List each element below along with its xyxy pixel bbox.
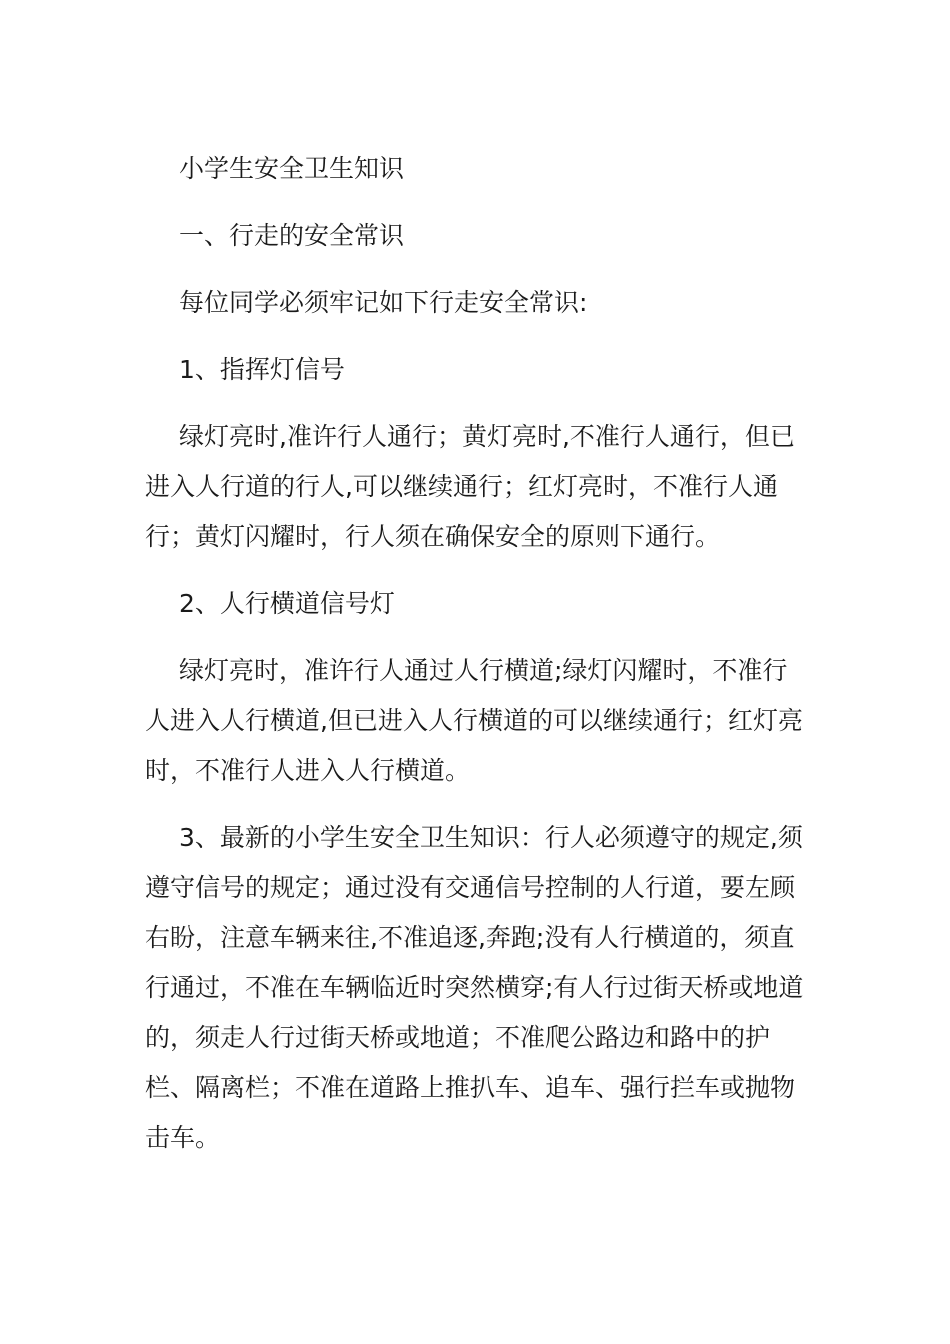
intro-paragraph: 每位同学必须牢记如下行走安全常识: — [179, 288, 588, 317]
subheading-crosswalk-light: 2、人行横道信号灯 — [179, 589, 395, 618]
subheading-signal-light: 1、指挥灯信号 — [179, 355, 345, 384]
spacer — [145, 796, 810, 813]
section-heading: 一、行走的安全常识 — [179, 221, 405, 250]
document-title: 小学生安全卫生知识 — [179, 154, 405, 183]
paragraph-pedestrian-rules: 3、最新的小学生安全卫生知识：行人必须遵守的规定,须遵守信号的规定；通过没有交通信号控制的人行道，要左顾右盼，注意车辆来往,不准追逐,奔跑;没有人行横道的，须直行通过，不准在车辆临近时突然横穿;有人行过街天桥或地道的，须走人行过街天桥或地道；不准爬公路边和路中的护栏、隔离栏；不准在道路上推扒车、追车、强行拦车或抛物击车。 — [145, 823, 804, 1152]
spacer — [145, 194, 810, 211]
spacer — [145, 562, 810, 579]
spacer — [145, 395, 810, 412]
paragraph-signal-light: 绿灯亮时,准许行人通行；黄灯亮时,不准行人通行，但已进入人行道的行人,可以继续通行；红灯亮时，不准行人通行；黄灯闪耀时，行人须在确保安全的原则下通行。 — [145, 422, 795, 551]
paragraph-crosswalk-light: 绿灯亮时，准许行人通过人行横道;绿灯闪耀时，不准行人进入人行横道,但已进入人行横道的可以继续通行；红灯亮时，不准行人进入人行横道。 — [145, 656, 803, 785]
document-body — [145, 144, 810, 1163]
spacer — [145, 261, 810, 278]
spacer — [145, 328, 810, 345]
spacer — [145, 629, 810, 646]
